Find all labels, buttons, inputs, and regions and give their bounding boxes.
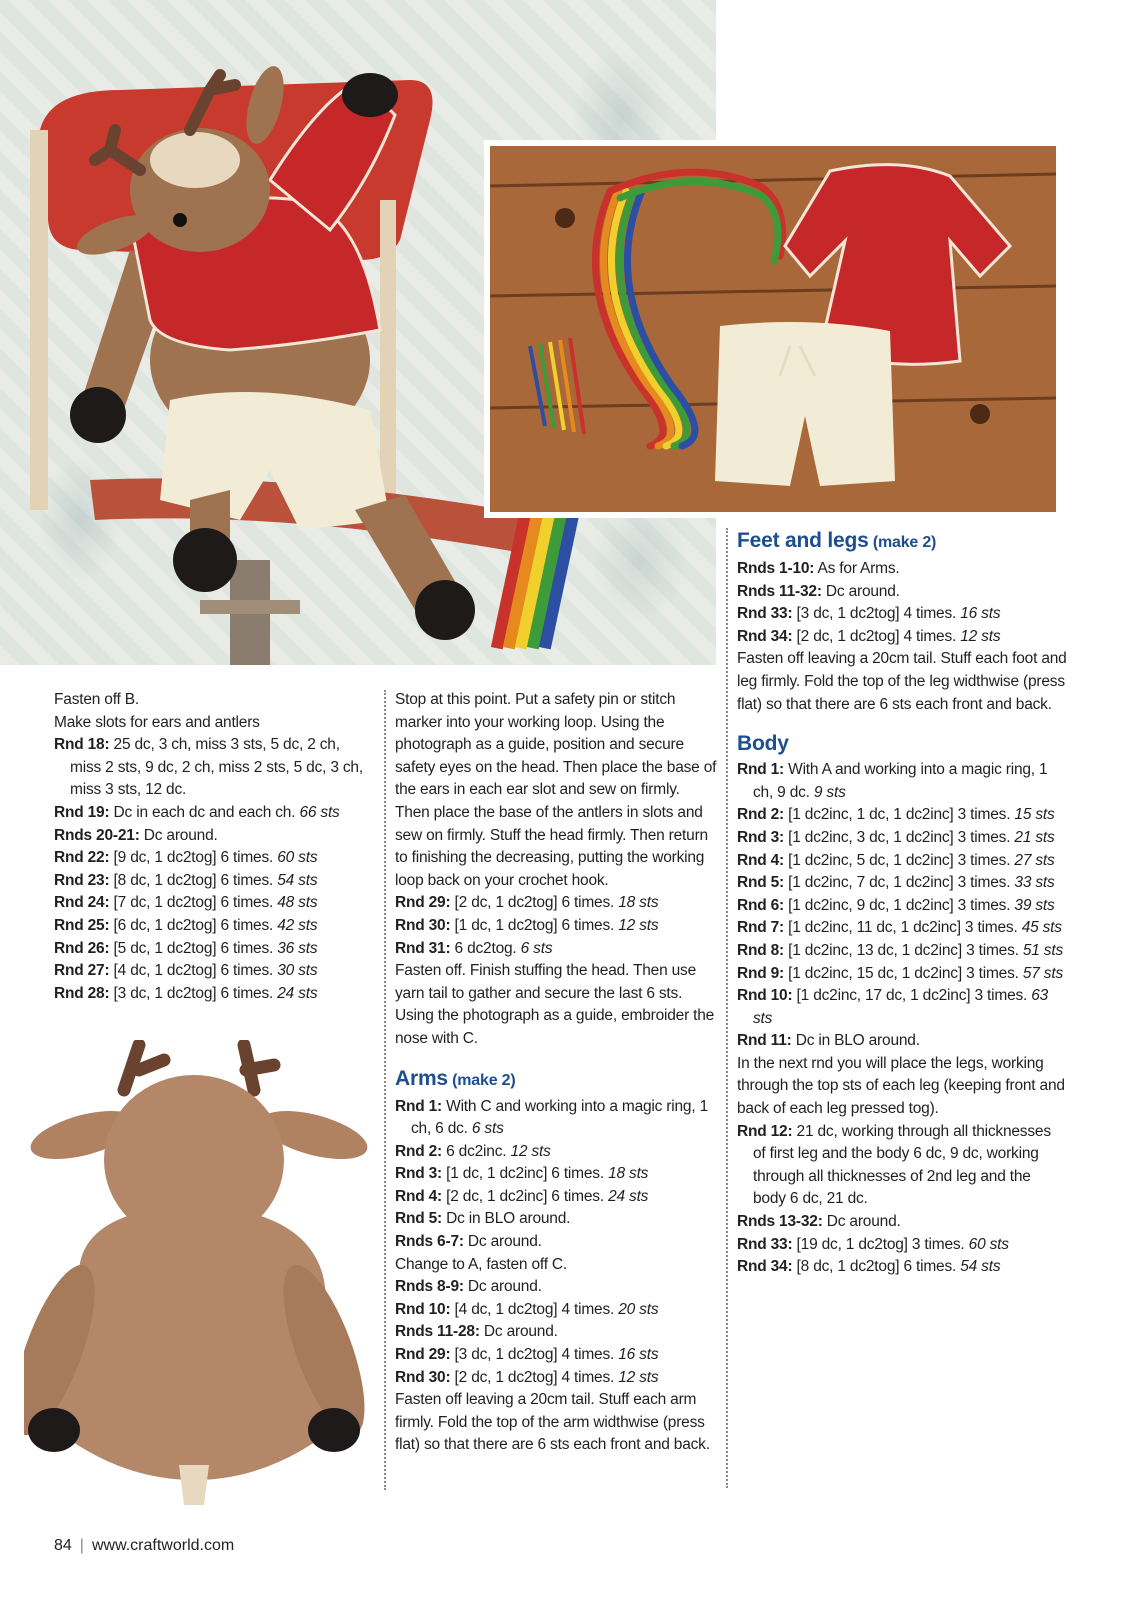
stitch-count: 12 sts bbox=[618, 916, 659, 934]
round-label: Rnd 18: bbox=[54, 736, 110, 754]
instruction-text: 6 dc2tog. bbox=[450, 939, 521, 957]
round-instruction bbox=[737, 1234, 1067, 1257]
round-instruction bbox=[54, 915, 370, 938]
instruction-text: Dc around. bbox=[822, 1213, 901, 1231]
round-instruction bbox=[395, 1141, 717, 1164]
round-label: Rnd 22: bbox=[54, 849, 110, 867]
deer-back-photo bbox=[24, 1040, 374, 1510]
section-heading-note: (make 2) bbox=[447, 1071, 516, 1089]
round-label: Rnd 33: bbox=[737, 605, 793, 623]
instruction-text: [1 dc2inc, 7 dc, 1 dc2inc] 3 times. bbox=[784, 874, 1015, 892]
instruction-text: [2 dc, 1 dc2tog] 4 times. bbox=[792, 627, 961, 645]
round-instruction bbox=[737, 603, 1067, 626]
stitch-count: 36 sts bbox=[277, 939, 318, 957]
round-label: Rnds 11-28: bbox=[395, 1323, 480, 1341]
round-instruction bbox=[737, 1121, 1067, 1211]
stitch-count: 18 sts bbox=[608, 1165, 649, 1183]
instruction-text: [2 dc, 1 dc2tog] 4 times. bbox=[450, 1368, 619, 1386]
instruction-text: Dc around. bbox=[463, 1278, 542, 1296]
round-label: Rnds 20-21: bbox=[54, 826, 140, 844]
round-label: Rnd 34: bbox=[737, 1258, 793, 1276]
stitch-count: 12 sts bbox=[960, 627, 1001, 645]
column-divider bbox=[384, 690, 386, 1490]
instruction-text: Fasten off B. bbox=[54, 691, 139, 708]
instruction-text: [9 dc, 1 dc2tog] 6 times. bbox=[109, 849, 278, 867]
round-instruction bbox=[737, 917, 1067, 940]
round-label: Rnd 11: bbox=[737, 1032, 792, 1050]
stitch-count: 6 sts bbox=[471, 1120, 504, 1138]
text-column-3 bbox=[737, 527, 1067, 1279]
stitch-count: 63 sts bbox=[753, 987, 1049, 1027]
crochet-clothes-illustration bbox=[490, 146, 1056, 512]
round-label: Rnd 29: bbox=[395, 1346, 451, 1364]
round-label: Rnds 1-10: bbox=[737, 560, 815, 577]
stitch-count: 6 sts bbox=[520, 939, 553, 957]
column-divider bbox=[726, 528, 728, 1488]
paragraph bbox=[395, 960, 717, 1050]
round-label: Rnd 4: bbox=[395, 1187, 443, 1205]
instruction-text: Dc in each dc and each ch. bbox=[109, 803, 300, 821]
instruction-text: With A and working into a magic ring, 1 ch, 9 dc. bbox=[753, 761, 1048, 801]
instruction-text: 21 dc, working through all thicknesses of first leg and the body 6 dc, 9 dc, working through all thicknesses of 2nd leg and the body 6 dc, 21 dc. bbox=[753, 1122, 1051, 1208]
stitch-count: 66 sts bbox=[299, 803, 340, 821]
round-label: Rnd 24: bbox=[54, 894, 110, 912]
round-instruction bbox=[54, 870, 370, 893]
stitch-count: 30 sts bbox=[277, 962, 318, 980]
round-instruction bbox=[395, 938, 717, 961]
round-instruction bbox=[54, 734, 370, 802]
round-label: Rnd 1: bbox=[395, 1097, 443, 1115]
section-heading-text: Feet and legs bbox=[737, 529, 869, 552]
instruction-text: [19 dc, 1 dc2tog] 3 times. bbox=[792, 1235, 969, 1253]
stitch-count: 33 sts bbox=[1014, 874, 1055, 892]
round-instruction bbox=[54, 847, 370, 870]
paragraph bbox=[395, 1389, 717, 1457]
round-instruction bbox=[395, 892, 717, 915]
instruction-text: Dc around. bbox=[479, 1323, 558, 1341]
stitch-count: 48 sts bbox=[277, 894, 318, 912]
instruction-text: [1 dc2inc, 13 dc, 1 dc2inc] 3 times. bbox=[784, 941, 1023, 959]
round-label: Rnd 23: bbox=[54, 871, 110, 889]
instruction-text: [1 dc2inc, 11 dc, 1 dc2inc] 3 times. bbox=[784, 919, 1022, 937]
instruction-text: Fasten off leaving a 20cm tail. Stuff each foot and leg firmly. Fold the top of the leg widthwise (press flat) so that there are 6 sts each front and back. bbox=[737, 650, 1067, 713]
round-instruction bbox=[395, 1276, 717, 1299]
round-instruction bbox=[395, 1186, 717, 1209]
round-label: Rnds 11-32: bbox=[737, 582, 822, 600]
round-instruction bbox=[54, 802, 370, 825]
round-instruction bbox=[54, 983, 370, 1006]
instruction-text: Dc in BLO around. bbox=[791, 1032, 920, 1050]
round-instruction bbox=[54, 892, 370, 915]
instruction-text: [2 dc, 1 dc2inc] 6 times. bbox=[442, 1187, 609, 1205]
instruction-text: [8 dc, 1 dc2tog] 6 times. bbox=[792, 1258, 961, 1276]
round-label: Rnd 10: bbox=[737, 987, 793, 1005]
instruction-text: Fasten off. Finish stuffing the head. Then use yarn tail to gather and secure the last 6 sts. Using the photograph as a guide, embroider the nose with C. bbox=[395, 962, 715, 1047]
round-label: Rnd 12: bbox=[737, 1122, 793, 1140]
stitch-count: 54 sts bbox=[960, 1258, 1001, 1276]
instruction-text: [7 dc, 1 dc2tog] 6 times. bbox=[109, 894, 278, 912]
round-label: Rnd 26: bbox=[54, 939, 110, 957]
round-instruction bbox=[737, 827, 1067, 850]
round-label: Rnds 6-7: bbox=[395, 1233, 464, 1251]
round-instruction bbox=[737, 759, 1067, 804]
instruction-text: Dc around. bbox=[139, 826, 218, 844]
stitch-count: 12 sts bbox=[618, 1368, 659, 1386]
section-heading-text: Body bbox=[737, 732, 789, 756]
stitch-count: 27 sts bbox=[1014, 851, 1055, 869]
instruction-text: [1 dc2inc, 15 dc, 1 dc2inc] 3 times. bbox=[784, 964, 1023, 982]
instruction-text: [3 dc, 1 dc2tog] 4 times. bbox=[792, 605, 961, 623]
text-column-2 bbox=[395, 689, 717, 1457]
instruction-text: As for Arms. bbox=[814, 560, 900, 577]
round-instruction bbox=[737, 963, 1067, 986]
round-label: Rnd 5: bbox=[395, 1210, 443, 1228]
stitch-count: 18 sts bbox=[618, 894, 659, 912]
stitch-count: 24 sts bbox=[277, 984, 318, 1002]
instruction-text: [1 dc2inc, 17 dc, 1 dc2inc] 3 times. bbox=[792, 987, 1032, 1005]
paragraph bbox=[737, 1053, 1067, 1121]
section-heading-note: (make 2) bbox=[868, 534, 937, 551]
section-heading-text: Arms bbox=[395, 1066, 448, 1090]
instruction-text: [2 dc, 1 dc2tog] 6 times. bbox=[450, 894, 619, 912]
round-instruction bbox=[737, 895, 1067, 918]
instruction-text: [4 dc, 1 dc2tog] 4 times. bbox=[450, 1300, 619, 1318]
paragraph bbox=[737, 648, 1067, 716]
round-label: Rnd 19: bbox=[54, 803, 110, 821]
instruction-text: Dc in BLO around. bbox=[442, 1210, 571, 1228]
instruction-text: [1 dc2inc, 5 dc, 1 dc2inc] 3 times. bbox=[784, 851, 1015, 869]
round-label: Rnd 10: bbox=[395, 1300, 451, 1318]
round-instruction bbox=[737, 581, 1067, 604]
stitch-count: 24 sts bbox=[608, 1187, 649, 1205]
text-column-1 bbox=[54, 689, 370, 1005]
round-instruction bbox=[395, 1096, 717, 1141]
instruction-text: Stop at this point. Put a safety pin or stitch marker into your working loop. Using the photograph as a guide, position and secure safety eyes on the head. Then place the base of the ears in each ear slot and sew on firmly. Then place the base of the antlers in slots and sew on firmly. Stuff the head firmly. Then return to finishing the decreasing, putting the working loop back on your crochet hook. bbox=[395, 691, 717, 889]
round-instruction bbox=[54, 938, 370, 961]
round-instruction bbox=[737, 626, 1067, 649]
instruction-text: Dc around. bbox=[463, 1233, 542, 1251]
instruction-text: [3 dc, 1 dc2tog] 4 times. bbox=[450, 1346, 619, 1364]
round-label: Rnd 9: bbox=[737, 964, 785, 982]
round-instruction bbox=[395, 1299, 717, 1322]
round-instruction bbox=[737, 985, 1067, 1030]
round-label: Rnd 28: bbox=[54, 984, 110, 1002]
round-instruction bbox=[737, 804, 1067, 827]
stitch-count: 21 sts bbox=[1014, 828, 1055, 846]
instruction-text: [1 dc2inc, 9 dc, 1 dc2inc] 3 times. bbox=[784, 896, 1015, 914]
round-instruction bbox=[737, 1256, 1067, 1279]
section-heading bbox=[737, 730, 1067, 758]
round-instruction bbox=[395, 1163, 717, 1186]
round-label: Rnd 1: bbox=[737, 761, 785, 779]
round-instruction bbox=[395, 1321, 717, 1344]
paragraph bbox=[395, 1254, 717, 1277]
stitch-count: 60 sts bbox=[277, 849, 318, 867]
round-instruction bbox=[737, 850, 1067, 873]
clothes-photo bbox=[484, 140, 1062, 518]
stitch-count: 9 sts bbox=[813, 783, 846, 801]
round-label: Rnd 30: bbox=[395, 1368, 451, 1386]
instruction-text: [1 dc2inc, 3 dc, 1 dc2inc] 3 times. bbox=[784, 828, 1015, 846]
instruction-text: Fasten off leaving a 20cm tail. Stuff each arm firmly. Fold the top of the arm widthwise (press flat) so that there are 6 sts each front and back. bbox=[395, 1391, 710, 1454]
round-instruction bbox=[737, 872, 1067, 895]
round-instruction bbox=[737, 1030, 1067, 1053]
page-number: 84 bbox=[54, 1537, 72, 1554]
instruction-text: With C and working into a magic ring, 1 ch, 6 dc. bbox=[411, 1097, 708, 1138]
stitch-count: 16 sts bbox=[618, 1346, 659, 1364]
round-instruction bbox=[737, 940, 1067, 963]
stitch-count: 39 sts bbox=[1014, 896, 1055, 914]
round-label: Rnd 34: bbox=[737, 627, 793, 645]
round-instruction bbox=[395, 1367, 717, 1390]
instruction-text: [1 dc, 1 dc2inc] 6 times. bbox=[442, 1165, 609, 1183]
stitch-count: 16 sts bbox=[960, 605, 1001, 623]
round-instruction bbox=[395, 915, 717, 938]
section-heading bbox=[737, 527, 1067, 557]
round-label: Rnd 6: bbox=[737, 896, 785, 914]
footer-separator: | bbox=[79, 1537, 84, 1554]
round-instruction bbox=[737, 1211, 1067, 1234]
instruction-text: [1 dc, 1 dc2tog] 6 times. bbox=[450, 916, 619, 934]
instruction-text: 25 dc, 3 ch, miss 3 sts, 5 dc, 2 ch, miss 2 sts, 9 dc, 2 ch, miss 2 sts, 5 dc, 3 ch, miss 3 sts, 12 dc. bbox=[70, 736, 363, 799]
round-label: Rnds 8-9: bbox=[395, 1278, 464, 1296]
round-instruction bbox=[395, 1231, 717, 1254]
round-label: Rnd 2: bbox=[395, 1142, 443, 1160]
stitch-count: 42 sts bbox=[277, 916, 318, 934]
deer-back-illustration bbox=[24, 1040, 374, 1510]
round-label: Rnd 27: bbox=[54, 962, 110, 980]
stitch-count: 20 sts bbox=[618, 1300, 659, 1318]
stitch-count: 57 sts bbox=[1022, 964, 1063, 982]
round-label: Rnd 3: bbox=[395, 1165, 443, 1183]
instruction-text: [4 dc, 1 dc2tog] 6 times. bbox=[109, 962, 278, 980]
round-label: Rnd 4: bbox=[737, 851, 785, 869]
round-instruction bbox=[737, 558, 1067, 581]
instruction-text: [8 dc, 1 dc2tog] 6 times. bbox=[109, 871, 278, 889]
instruction-text: Make slots for ears and antlers bbox=[54, 713, 260, 731]
round-label: Rnd 25: bbox=[54, 916, 110, 934]
section-heading bbox=[395, 1065, 717, 1095]
stitch-count: 12 sts bbox=[510, 1142, 551, 1160]
instruction-text: [6 dc, 1 dc2tog] 6 times. bbox=[109, 916, 278, 934]
footer-url: www.craftworld.com bbox=[91, 1537, 235, 1554]
instruction-text: Change to A, fasten off C. bbox=[395, 1255, 568, 1273]
paragraph bbox=[54, 689, 370, 712]
stitch-count: 45 sts bbox=[1021, 919, 1062, 937]
round-instruction bbox=[54, 960, 370, 983]
page-footer bbox=[54, 1537, 234, 1555]
round-label: Rnds 13-32: bbox=[737, 1213, 823, 1231]
stitch-count: 54 sts bbox=[277, 871, 318, 889]
round-label: Rnd 7: bbox=[737, 919, 785, 937]
instruction-text: 6 dc2inc. bbox=[442, 1142, 511, 1160]
round-label: Rnd 3: bbox=[737, 828, 785, 846]
round-instruction bbox=[395, 1344, 717, 1367]
instruction-text: [3 dc, 1 dc2tog] 6 times. bbox=[109, 984, 278, 1002]
round-label: Rnd 30: bbox=[395, 916, 451, 934]
stitch-count: 15 sts bbox=[1014, 806, 1055, 824]
instruction-text: Dc around. bbox=[821, 582, 900, 600]
paragraph bbox=[395, 689, 717, 892]
instruction-text: [5 dc, 1 dc2tog] 6 times. bbox=[109, 939, 278, 957]
round-label: Rnd 2: bbox=[737, 806, 785, 824]
paragraph bbox=[54, 712, 370, 735]
stitch-count: 60 sts bbox=[968, 1235, 1009, 1253]
round-label: Rnd 31: bbox=[395, 939, 451, 957]
stitch-count: 51 sts bbox=[1022, 941, 1063, 959]
round-instruction bbox=[395, 1208, 717, 1231]
round-instruction bbox=[54, 825, 370, 848]
round-label: Rnd 29: bbox=[395, 894, 451, 912]
round-label: Rnd 5: bbox=[737, 874, 785, 892]
round-label: Rnd 33: bbox=[737, 1235, 793, 1253]
round-label: Rnd 8: bbox=[737, 941, 785, 959]
instruction-text: [1 dc2inc, 1 dc, 1 dc2inc] 3 times. bbox=[784, 806, 1015, 824]
instruction-text: In the next rnd you will place the legs, working through the top sts of each leg (keeping front and back of each leg pressed tog). bbox=[737, 1054, 1065, 1118]
